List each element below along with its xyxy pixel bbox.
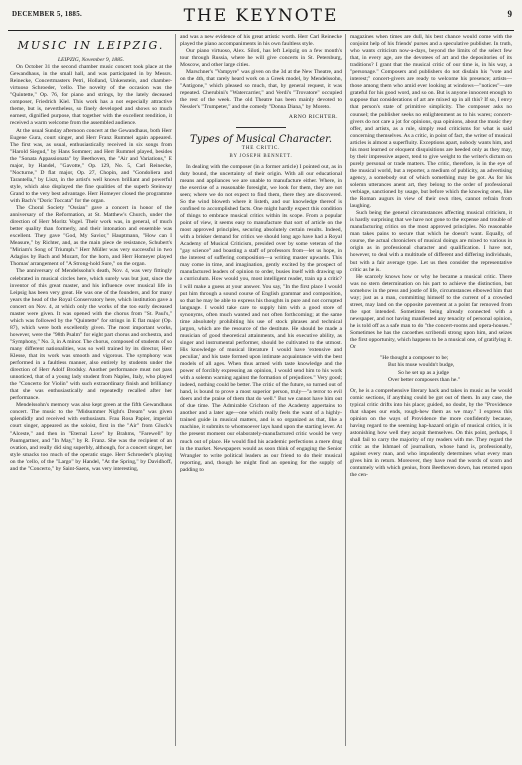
- paragraph: magazines when times are dull, his best chance would come with the conjoint help of his friends' purses and a speculative publisher. In truth, who wants criticism now-a-days, beyond the limits of the select few that, in every age, are the devotees of art and the depositories of its traditions? I grant that the musical critic of our time is, in his way, a "personage." Composers and publishers do not disdain his "vote and interest;" concert-givers are ready to welcome his presence; artists—those among them who amid ever looking at windows—"notices"—are grateful for his good word, and so on. But is anyone innocent enough to suppose that considerations of art are mixed up in all this? If so, I envy that person's state of primitive simplicity. The composer asks no counsel; the publisher seeks no enlightenment as to his wares; concert-givers do not care a jot for opinions, qua opinions, about the music they offer, and artists, as a rule, simply read criticisms for what is said concerning themselves. As a critic, in point of fact, the writer of musical articles is almost a superfluity. Exceptions apart, nobody wants him, and his most learned or eloquent disquisitions are heeded only as they may, by their impressive aspect, tend to give weight to the writer's dictum on purely personal or trade matters. The critic, therefore, is in the eye of the musical world, but a reporter, a medium of publicity, an advertising agency, a somebody out of which something may be got. As for his solemn utterances anent art, they belong to the order of professional verbiage, sanctioned by usage, but before which the knowing ones, like the Roman augurs in view of their own rites, cannot refrain from laughing.: [350, 34, 512, 210]
- quoted-verse: [380, 355, 512, 384]
- paragraph: He scarcely knows how or why he became a musical critic. There was no stern determination on his part to achieve the distinction, but somehow in the press and jostle of life, circumstances elbowed him that way; just as a man, committing himself to the current of a crowded street, may land on the opposite pavement at a point far removed from the spot intended. Sometimes being already connected with a newspaper, and not having manifested any tenacity of personal opinion, he is told off as a safe man to do "the concert-rooms and opera-houses." Sometimes he has the cacoethes scribendi strong upon him, and seizes the first opportunity, which happens to be a musical one, of gratifying it. Or: [350, 273, 512, 351]
- verse-line: Over better composers than he.": [388, 376, 461, 383]
- page-number: 9: [507, 9, 512, 19]
- author-signature: ARNO RICHTER.: [288, 113, 338, 120]
- section-separator: [236, 127, 286, 128]
- paragraph: Mendelssohn's memory was also kept green at the fifth Gewandhaus concert. The music to the "Midsummer Night's Dream" was given splendidly and received with enthusiasm. Frau Rosa Papier, imperial court singer, appeared as the soloist, first in the "Air" from Gluck's "Alceste," and then in "Eternal Love" by Brahms, "Farewell" by Paumgartner, and "In May," by R. Franz. She was the recipient of an ovation, and really did sing superbly, although, for a concert singer, her style smacks too much of the operatic stage. Herr Schroeder's playing on the 'cello, of the "Largo" by Handel, "At the Spring," by Davidhoff, and the "Concerto," by Saint-Saens, was very interesting,: [10, 402, 172, 472]
- paragraph: Our piano virtuoso, Alex. Siloti, has left Leipzig on a few month's tour through Russia, where he will give concerts in St. Petersburg, Moscow, and other large cities.: [180, 48, 342, 69]
- dateline: LEIPZIG, November 9, 1885.: [57, 57, 125, 64]
- verse-line: So he set up as a judge: [398, 369, 449, 376]
- paragraph: Or, he is a comprehensive literary hack and takes in music as he would comic sections, if anything could be got out of them. In any case, the typical critic drifts into his place; guided, no doubt, by the "Providence that shapes our ends, rough-hew them as we may." I express this opinion on the ways of Providence the more confidently because, having regard to the seeming hap-hazard origin of musical critics, it is astonishing how well they acquit themselves. On this point, perhaps, I shall fail to carry the majority of my readers with me. They regard the critic as the Ishmael of journalism, whose hand is, professionally, against every man, and who impudently determines what every man gives him in return. Moreover, they have read the words of scorn and contumely with which genius, from Beethoven down, has retorted upon the cen-: [350, 387, 512, 479]
- paragraph: On October 31 the second chamber music concert took place at the Gewandhaus, in the small hall, and was participated in by Messrs. Reinecke, Concertmasters Petri, Holland, Unkenstein, and chamber-virtuoso Schroeder, 'cello. The novelty of the occasion was the "Quintette," Op. 76, for piano and strings, by the lately deceased composer, Friedrich Kiel. This work has a not especially attractive theme, but is, nevertheless, so finely developed and shows so much earnest, dignified purpose, that together with the excellent rendition, it received a warm welcome from the assembled audience.: [10, 64, 172, 127]
- paragraph: The Choral Society "Ossian" gave a concert in honor of the anniversary of the Reformation, at St. Matthew's Church, under the direction of Herr Moritz Vogel. Their work was, in general, of much better quality than formerly, and their intonation and ensemble was excellent. They gave "God, My Savior," Hauptmann, "How can I Measure," by Richter, and, as the main piece de resistance, Schubert's "Miriam's Song of Triumph." Herr Müller was very successful in two Adagios by Bach and Mozart, for the horn, and Herr Homeyer played Thomas' arrangement of "A Strong-hold Sure," on the organ.: [10, 205, 172, 268]
- newspaper-title: THE KEYNOTE: [183, 6, 339, 26]
- masthead: [8, 6, 514, 32]
- column-2: [180, 34, 342, 750]
- article-subheading: THE CRITIC.: [241, 144, 281, 151]
- paragraph: and was a new evidence of his great artistic worth. Herr Carl Reinecke played the piano accompaniments in his own faultless style.: [180, 34, 342, 48]
- issue-date: DECEMBER 5, 1885.: [12, 10, 83, 18]
- verse-line: But his muse wouldn't budge,: [388, 362, 455, 369]
- article-heading-music-in-leipzig: MUSIC IN LEIPZIG.: [17, 39, 165, 52]
- column-divider: [175, 34, 176, 746]
- newspaper-page: [8, 6, 514, 751]
- byline: BY JOSEPH BENNETT.: [229, 153, 293, 159]
- paragraph: At the usual Sunday afternoon concert at the Gewandhaus, both Herr Eugene Gura, court singer, and Herr Franz Rummel again appeared. The first was, as usual, enthusiastically received in six songs from "Harold Siegud," by Hans Sommer; and Herr Rummel played, besides the "Sonata Appassionata" by Beethoven, the "Air and Variations," E major, by Handel, "Gavotte," Op. 129, No. 5, Carl Reinecke, "Nocturne," D flat major, Op. 27, Chopin, and "Gondoliera and Tarantella," by Liszt, in the artist's well known brilliant and powerful style, which also displayed the fine qualities of the superb Steinway Grand to the very best advantage. Herr Homeyer closed the programme with Bach's "Doric Toccata" for the organ.: [10, 127, 172, 204]
- column-3: [350, 34, 512, 750]
- column-1: [10, 34, 172, 750]
- article-heading-types-of-musical-character: Types of Musical Character.: [190, 133, 332, 145]
- paragraph: The anniversary of Mendelssohn's death, Nov. 4, was very fittingly celebrated in musical circles here, which surely was but just, since the inventor of this great master, and his influence over musical life in Leipsig has been very great. He was one of the founders, and for many years the head of the Royal Conservatory here, which institution gave a concert on Nov. 4, at which only the works of the too early deceased master were given. It was opened with the chorus from "St. Paul's," which was followed by the "Quintette" for strings in E flat major (Op. 87), which were both excellently given. The most important works, however, were the "98th Psalm" for eight part chorus and orchestra, and "Symphony," No. 3, in A minor. The chorus, composed of students of so many different nationalities, was so well trained by its director, Herr Klesse, that its work was smooth and vigorous. The symphony was performed in a faultless manner, also entirely by students under the direction of Herr Adolf Brodsky. Another performance must not pass unnoticed, that of a young lady student from Naples, Italy, who played the "Concerto for Violin" with such extraordinary finish and brilliancy that she was enthusiastically and repeatedly recalled after her performance.: [10, 268, 172, 402]
- paragraph: Marschner's "Vampyre" was given on the 3d at the New Theatre, and on the 4th, that rarely heard work on a Greek model, by Mendelssohn, "Antigone," which pleased so much, that, by general request, it was repeated. Cherubini's "Watercarrier," and Verdi's "Trovatore" occupied the rest of the week. The old Theatre has been mainly devoted to Nessler's "Trumpeter," and the comedy "Donna Diana," by Moreto.: [180, 69, 342, 111]
- verse-line: "He thought a composer to be;: [380, 355, 449, 362]
- column-divider: [345, 34, 346, 746]
- masthead-rule: [8, 30, 514, 31]
- paragraph: In dealing with the composer (in a former article) I pointed out, as in duty bound, the uncertainty of their origin. With all our educational means and appliances we are unable to manufacture either. Where, in the exercise of a reasonable foresight, we look for them, they are not seen; where we do not expect to find them, there they are discovered. So the wind bloweth where it listeth, and our knowledge thereof is confined to accomplished facts. One might hardly expect this condition of things to embrace musical critics within its scope. From a popular point of view, it seems easy to manufacture that sort of article on the most approved principles, securing absolutely certain results. Indeed, with a brisker demand for critics we should long ago have had a Royal Academy of Musical Criticism, presided over by some veteran of the "gay science" and boasting a staff of professors from—let us hope, in the interest of suffering composition—a writing master upwards. This may come in time, and imagination, gently excited by the prospect of manufactured leaders of opinion to order, busies itself with drawing up a curriculum. How would you, most intelligent reader, train up a critic? I will make a guess at your answer. You say, "In the first place I would put him through a sound course of English grammar and composition, so that he may be able to express his thoughts in pure and not corrupted language. I would take care to supply him with a good store of synonyms, often much wanted and not often forthcoming; at the same time absolutely prohibiting his use of stock phrases and technical jargon, which are the resource of the destitute. He should be made a musician of good theoretical attainments, and his executive ability, as singer and instrumental performer, should be cultivated to the utmost. His knowledge of musical literature I would have 'extensive and peculiar,' and his taste formed upon intimate acquaintance with the best models of all ages. When thus armed with taste knowledge and the power of forcibly expressing an opinion, I would send him to his work with a solemn warning against the formation of prejudices." Very good; indeed, nothing could be better. The critic of the future, so turned out of hand, is bound to prove a most superior person, truly—"a terror to evil doers and the praise of them that do well." But we cannot have him out of due time. The Admirable Crichton of the Academy appertains to another and a later age—one which really feels the want of a highly-trained guide in musical matters, and is so organized as that, like a machine, it submits to whomsoever lays hand upon the starting lever. At the present moment our elaborately-manufactured critic would be very much out of place. He would find his academic perfections a mere drug in the market. Newspapers would as soon think of engaging the Senior Wrangler to write political leaders as our friend to do their musical reporting, and, though he might find an opening for the supply of padding to: [180, 163, 342, 473]
- paragraph: Such being the general circumstances affecting musical criticism, it is hardly surprising that we have not gone to the expense and trouble of manufacturing critics on the most approved principles. No reasonable man takes pains to secure that which he doesn't want. Equally, of course, the actual chroniclers of musical doings are mixed to various in origin as in professional character and qualification. I have not, however, to deal with a multitude of different and differing individuals, but with a fair average type. Let us then consider the representative critic as he is.: [350, 210, 512, 273]
